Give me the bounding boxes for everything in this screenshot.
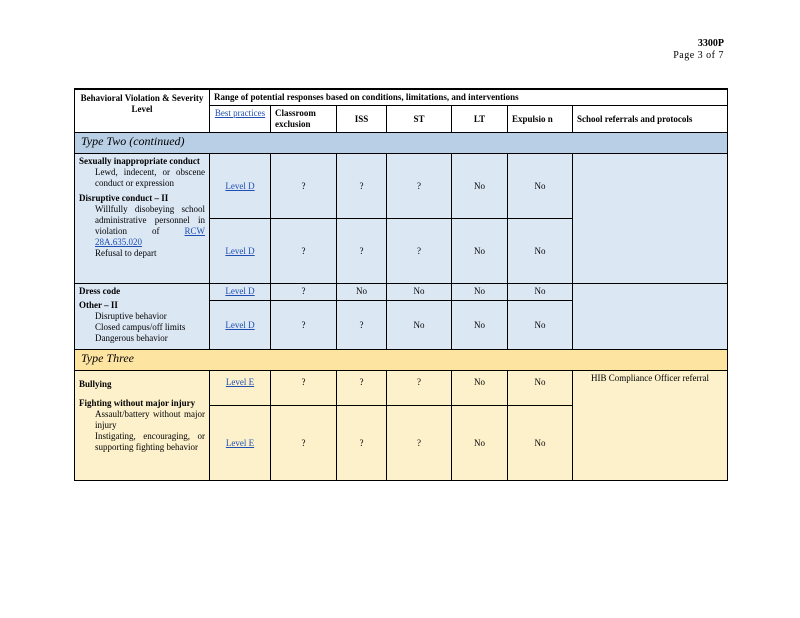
bullet-text: Disruptive behavior (95, 311, 167, 321)
violation-title: Fighting without major injury (79, 398, 196, 408)
best-practices-link[interactable]: Best practices (214, 108, 266, 118)
lt-cell: No (452, 219, 508, 284)
expulsion-cell: No (508, 406, 573, 481)
st-cell: ? (387, 154, 452, 219)
level-link[interactable]: Level E (225, 377, 255, 387)
best-practices-cell[interactable] (210, 154, 271, 219)
st-cell: ? (387, 406, 452, 481)
document-number: 3300P (697, 38, 724, 49)
header-classroom-exclusion: Classroom exclusion (271, 106, 337, 133)
bullet-text: Assault/battery without major injury (95, 409, 205, 430)
section-type-three: Type Three (75, 350, 728, 371)
list-item (79, 311, 205, 322)
violation-title: Sexually inappropriate conduct (79, 156, 200, 166)
classroom-cell: ? (271, 154, 337, 219)
iss-cell: No (337, 284, 387, 301)
header-lt: LT (452, 106, 508, 133)
expulsion-cell: No (508, 371, 573, 406)
expulsion-cell: No (508, 219, 573, 284)
bullet-icon (79, 311, 87, 322)
header-violation-text: Behavioral Violation & Severity Level (80, 93, 204, 114)
violation-cell-group-1 (75, 154, 210, 284)
violation-title: Bullying (79, 379, 112, 389)
lt-cell: No (452, 371, 508, 406)
header-st: ST (387, 106, 452, 133)
header-violation (75, 89, 210, 133)
classroom-cell: ? (271, 284, 337, 301)
classroom-cell: ? (271, 371, 337, 406)
bullet-text: Refusal to depart (95, 248, 157, 258)
list-item (79, 167, 205, 189)
best-practices-cell[interactable] (210, 301, 271, 350)
list-item (79, 431, 205, 453)
st-cell: No (387, 301, 452, 350)
bullet-icon (79, 333, 87, 344)
violation-cell-group-3 (75, 371, 210, 481)
bullet-icon (79, 248, 87, 259)
rcw-link[interactable]: RCW 28A.635.020 (95, 226, 206, 247)
level-link[interactable]: Level E (225, 437, 255, 448)
st-cell: No (387, 284, 452, 301)
iss-cell: ? (337, 301, 387, 350)
iss-cell: ? (337, 154, 387, 219)
violation-title: Dress code (79, 286, 121, 296)
best-practices-cell[interactable] (210, 371, 271, 406)
violation-cell-group-2 (75, 284, 210, 350)
classroom-cell: ? (271, 301, 337, 350)
iss-cell: ? (337, 219, 387, 284)
list-item (79, 333, 205, 344)
bullet-text: Dangerous behavior (95, 333, 168, 343)
bullet-text: Instigating, encouraging, or supporting fighting behavior (95, 431, 205, 452)
best-practices-cell[interactable] (210, 284, 271, 301)
referral-cell (573, 284, 728, 350)
list-item (79, 248, 205, 259)
expulsion-cell: No (508, 284, 573, 301)
expulsion-cell: No (508, 301, 573, 350)
bullet-icon (79, 167, 87, 189)
best-practices-cell[interactable] (210, 219, 271, 284)
referral-cell (573, 371, 728, 481)
header-range (210, 89, 728, 106)
header-range-text: Range of potential responses based on conditions, limitations, and interventions (214, 92, 519, 102)
st-cell: ? (387, 371, 452, 406)
referral-cell (573, 154, 728, 284)
hib-referral-text: HIB Compliance Officer referral (591, 373, 710, 383)
level-link[interactable]: Level D (225, 286, 255, 296)
level-link[interactable]: Level D (225, 319, 255, 330)
lt-cell: No (452, 284, 508, 301)
expulsion-cell: No (508, 154, 573, 219)
st-cell: ? (387, 219, 452, 284)
iss-cell: ? (337, 406, 387, 481)
lt-cell: No (452, 406, 508, 481)
bullet-icon (79, 322, 87, 333)
level-link[interactable]: Level D (225, 180, 255, 191)
violation-title: Other – II (79, 300, 118, 310)
header-iss: ISS (337, 106, 387, 133)
classroom-cell: ? (271, 406, 337, 481)
bullet-icon (79, 431, 87, 453)
bullet-text (95, 204, 205, 248)
classroom-cell: ? (271, 219, 337, 284)
iss-cell: ? (337, 371, 387, 406)
bullet-text-main: Willfully disobeying school administrative personnel in violation of (95, 204, 205, 236)
lt-cell: No (452, 154, 508, 219)
bullet-icon (79, 409, 87, 431)
lt-cell: No (452, 301, 508, 350)
bullet-icon (79, 204, 87, 248)
list-item (79, 204, 205, 248)
page-number: Page 3 of 7 (673, 50, 724, 61)
header-best-practices[interactable] (210, 106, 271, 133)
behavior-response-table (74, 88, 728, 481)
best-practices-cell[interactable] (210, 406, 271, 481)
bullet-text: Lewd, indecent, or obscene conduct or expression (95, 167, 205, 188)
violation-title: Disruptive conduct – II (79, 193, 169, 203)
level-link[interactable]: Level D (225, 245, 255, 256)
header-school-referrals: School referrals and protocols (573, 106, 728, 133)
bullet-text: Closed campus/off limits (95, 322, 186, 332)
list-item (79, 409, 205, 431)
list-item (79, 322, 205, 333)
section-type-two: Type Two (continued) (75, 133, 728, 154)
page-header (673, 38, 724, 62)
header-expulsion: Expulsio n (508, 106, 573, 133)
